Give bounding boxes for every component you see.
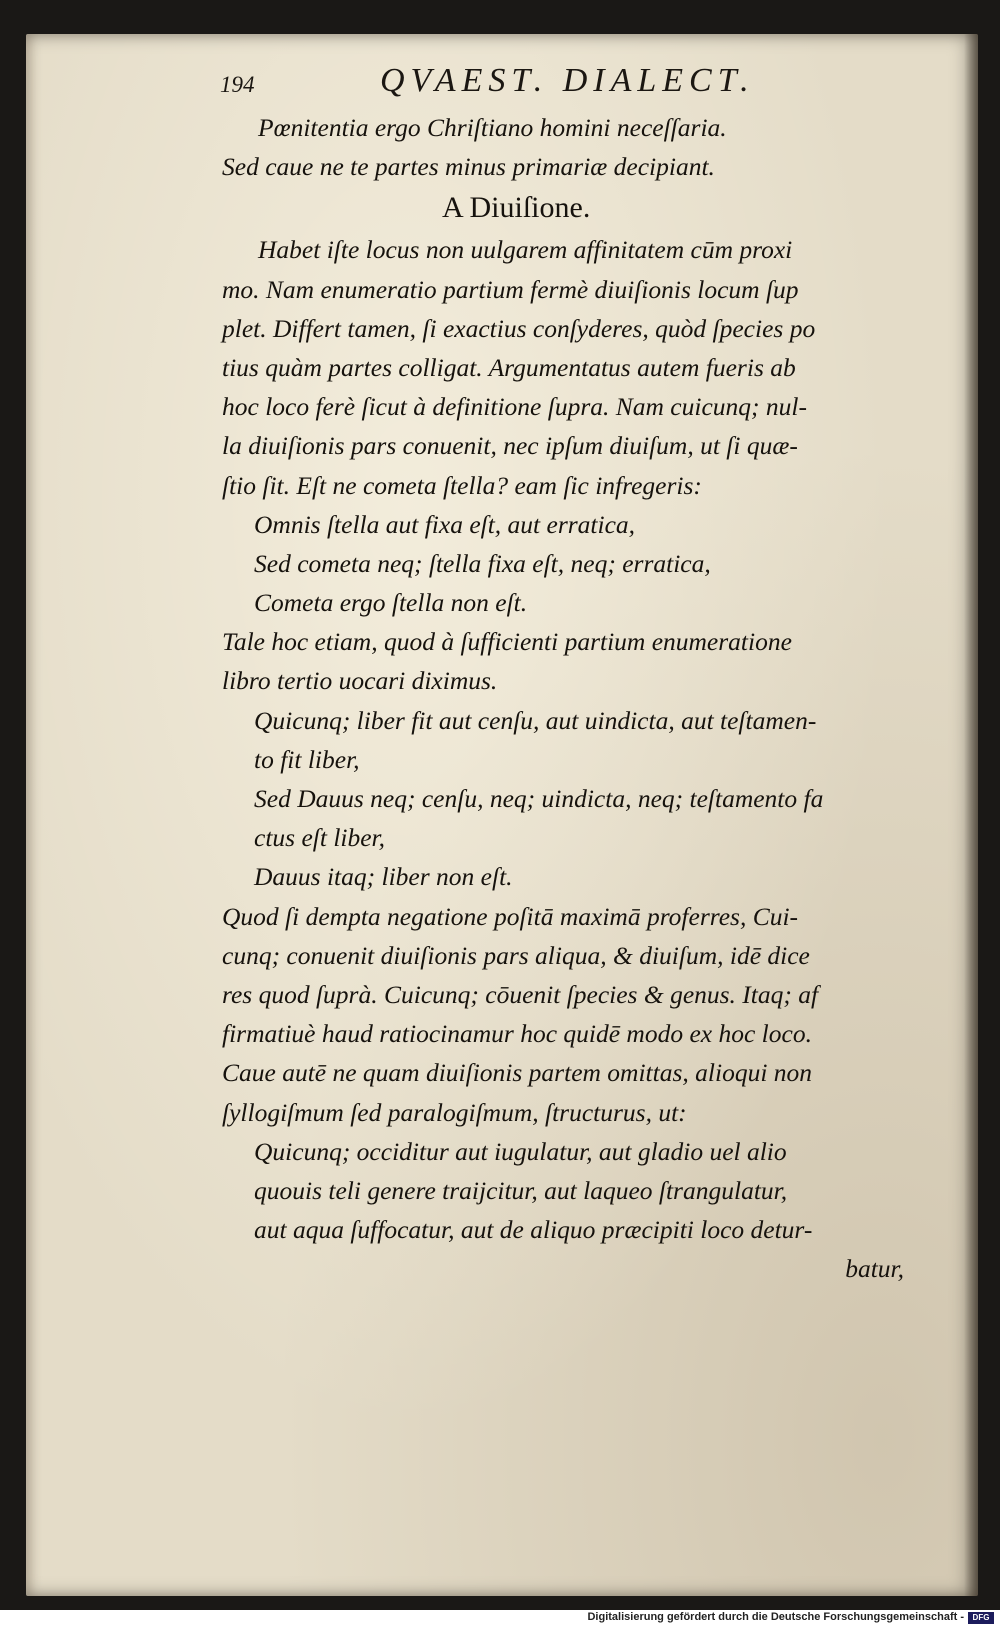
page-number: 194 [220,72,255,97]
text-line: ſtio ſit. Eſt ne cometa ſtella? eam ſic infregeris: [222,470,702,500]
text-line: mo. Nam enumeratio partium fermè diuiſionis locum ſup [222,274,799,304]
text-line: to fit liber, [254,744,360,774]
text-line: Dauus itaq; liber non eſt. [254,862,513,892]
text-line: ſyllogiſmum ſed paralogiſmum, ſtructurus, ut: [222,1097,687,1127]
text-line: tius quàm partes colligat. Argumentatus autem fueris ab [222,352,796,382]
text-line: Sed cometa neq; ſtella fixa eſt, neq; erratica, [254,548,711,578]
text-line: Quicunq; liber fit aut cenſu, aut uindicta, aut teſtamen- [254,705,817,735]
digitization-footer [0,1610,1000,1626]
text-line: libro tertio uocari diximus. [222,666,498,696]
text-line: la diuiſionis pars conuenit, nec ipſum diuiſum, ut ſi quæ- [222,431,798,461]
running-head [220,62,920,108]
text-line: Caue autē ne quam diuiſionis partem omittas, alioqui non [222,1058,813,1088]
page-gutter-shadow [964,34,978,1596]
text-line: res quod ſuprà. Cuicunq; cōuenit ſpecies & genus. Itaq; af [222,979,819,1009]
text-line: aut aqua ſuffocatur, aut de aliquo præcipiti loco detur- [254,1215,813,1245]
text-line: Tale hoc etiam, quod à ſufficienti partium enumeratione [222,627,792,657]
text-block [222,108,922,1288]
text-line: firmatiuè haud ratiocinamur hoc quidē modo ex hoc loco. [222,1019,812,1049]
text-line: cunq; conuenit diuiſionis pars aliqua, & diuiſum, idē dice [222,940,810,970]
text-line: Habet iſte locus non uulgarem affinitatem cūm proxi [258,235,793,265]
text-line: Sed caue ne te partes minus primariæ decipiant. [222,152,715,182]
text-line: quouis teli genere traijcitur, aut laqueo ſtrangulatur, [254,1175,788,1205]
dfg-logo-icon: DFG [968,1612,994,1624]
text-line: Quod ſi dempta negatione poſitā maximā proferres, Cui- [222,901,799,931]
text-line: Cometa ergo ſtella non eſt. [254,588,528,618]
text-line: batur, [845,1254,904,1284]
text-line: Sed Dauus neq; cenſu, neq; uindicta, neq; teſtamento fa [254,784,824,813]
running-title: QVAEST. DIALECT. [380,62,755,99]
text-line: ctus eſt liber, [254,823,386,853]
text-line: plet. Differt tamen, ſi exactius conſyderes, quòd ſpecies po [222,313,816,343]
text-line: Pœnitentia ergo Chriſtiano homini neceſſaria. [258,113,727,142]
funding-credit: Digitalisierung gefördert durch die Deutsche Forschungsgemeinschaft - [587,1611,964,1623]
text-line: hoc loco ferè ſicut à definitione ſupra. Nam cuicunq; nul- [222,392,807,422]
section-heading: A Diuiſione. [442,191,591,225]
text-line: Quicunq; occiditur aut iugulatur, aut gladio uel alio [254,1136,787,1166]
text-line: Omnis ſtella aut fixa eſt, aut erratica, [254,509,636,539]
